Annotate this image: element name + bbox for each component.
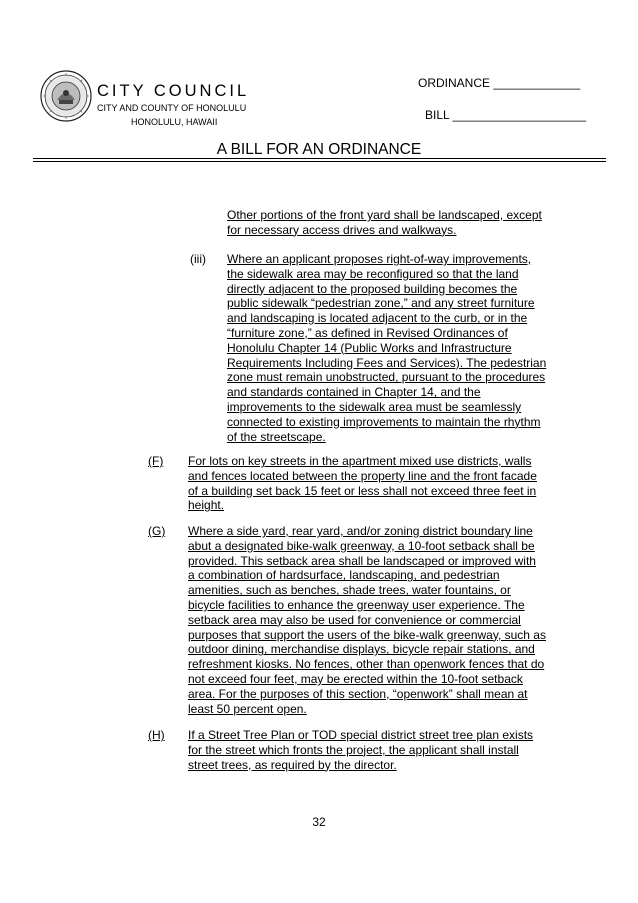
text-line: connected to existing improvements to maintain the rhythm [227, 414, 541, 429]
text-line: Honolulu Chapter 14 (Public Works and Infrastructure [227, 340, 512, 355]
text-line: directly adjacent to the proposed building becomes the [227, 281, 518, 296]
document-title: A BILL FOR AN ORDINANCE [216, 141, 422, 158]
page-number: 32 [312, 815, 326, 829]
text-line: and fences located between the property line and the front facade [188, 468, 537, 483]
text-line: and landscaping is located adjacent to the curb, or in the [227, 311, 528, 326]
text-line: amenities, such as benches, shade trees, water fountains, or [188, 583, 511, 598]
text-line: of the streetscape. [227, 429, 326, 444]
text-line: of a building set back 15 feet or less shall not exceed three feet in [188, 483, 537, 498]
section-marker-f: (F) [148, 454, 164, 468]
text-line: least 50 percent open. [188, 701, 307, 716]
header-divider-bottom [33, 161, 606, 162]
paragraph-continuation [227, 208, 579, 238]
section-marker-h: (H) [148, 728, 165, 742]
section-g-text [188, 524, 578, 716]
text-line: improvements to the sidewalk area must be seamlessly [227, 399, 522, 414]
text-line: for the street which fronts the project, the applicant shall install [188, 742, 519, 757]
text-line: Where an applicant proposes right-of-way improvements, [227, 252, 532, 266]
text-line: If a Street Tree Plan or TOD special district street tree plan exists [188, 728, 534, 742]
text-line: Other portions of the front yard shall be landscaped, except [227, 208, 542, 222]
clause-iii-text [227, 252, 579, 444]
section-marker-g: (G) [148, 524, 166, 538]
text-line: Requirements Including Fees and Services). The pedestrian [227, 355, 547, 370]
text-line: purposes that support the users of the bike-walk greenway, such as [188, 627, 546, 642]
clause-marker-iii: (iii) [190, 252, 206, 266]
text-line: a combination of hardsurface, landscaping, and pedestrian [188, 568, 500, 583]
text-line: provided. This setback area shall be landscaped or improved with [188, 553, 536, 568]
text-line: setback area may also be used for convenience or commercial [188, 612, 521, 627]
text-line: street trees, as required by the director. [188, 757, 397, 772]
text-line: outdoor dining, merchandise displays, bicycle repair stations, and [188, 642, 535, 657]
text-line: Where a side yard, rear yard, and/or zoning district boundary line [188, 524, 533, 538]
city-seal-icon [40, 70, 92, 122]
section-h-text [188, 728, 578, 772]
header-divider-top [33, 158, 606, 159]
text-line: for necessary access drives and walkways. [227, 222, 457, 237]
text-line: zone must remain unobstructed, pursuant to the procedures [227, 370, 546, 385]
text-line: the sidewalk area may be reconfigured so that the land [227, 266, 519, 281]
section-f-text [188, 454, 578, 513]
text-line: not exceed four feet, may be erected within the 10-foot setback [188, 671, 523, 686]
text-line: “furniture zone,” as defined in Revised Ordinances of [227, 325, 508, 340]
text-line: abut a designated bike-walk greenway, a 10-foot setback shall be [188, 538, 535, 553]
text-line: area. For the purposes of this section, “openwork” shall mean at [188, 686, 528, 701]
text-line: height. [188, 498, 225, 513]
text-line: and standards contained in Chapter 14, and the [227, 385, 481, 400]
council-subtitle-city: CITY AND COUNTY OF HONOLULU [97, 103, 247, 113]
council-title: CITY COUNCIL [97, 82, 250, 100]
council-subtitle-state: HONOLULU, HAWAII [131, 117, 218, 127]
bill-number-field: BILL ____________________ [425, 108, 587, 122]
text-line: For lots on key streets in the apartment mixed use districts, walls [188, 454, 532, 468]
text-line: public sidewalk “pedestrian zone,” and any street furniture [227, 296, 535, 311]
text-line: bicycle facilities to enhance the greenway user experience. The [188, 597, 525, 612]
text-line: refreshment kiosks. No fences, other than openwork fences that do [188, 657, 545, 672]
ordinance-number-field: ORDINANCE _____________ [418, 76, 581, 90]
